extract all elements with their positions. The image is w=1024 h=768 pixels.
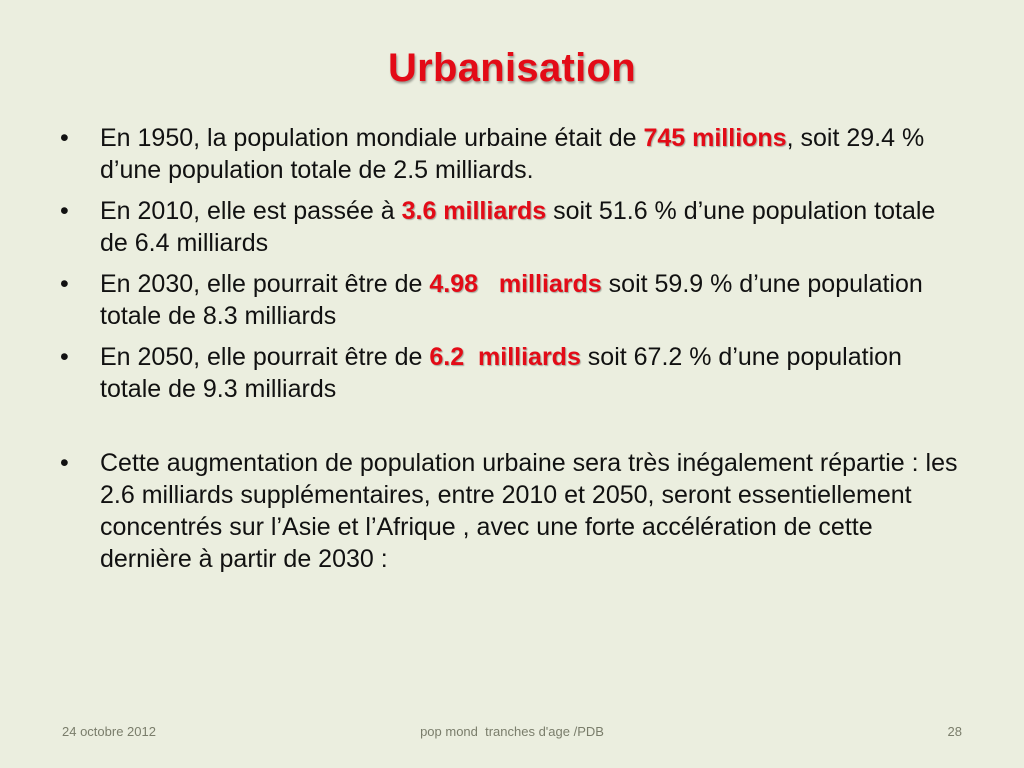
bullet-item-2030 — [60, 268, 970, 332]
bullet-item-1950 — [60, 122, 970, 186]
highlight-value: 4.98 milliards — [429, 270, 602, 298]
bullet-text: Cette augmentation de population urbaine sera très inégalement répartie : les 2.6 milliards supplémentaires, entre 2010 et 2050, seront essentiellement concentrés sur l’Asie et l’Afrique , avec une forte accélération de cette dernière à partir de 2030 : — [100, 449, 958, 573]
bullet-text: soit 67.2 % d’une population totale de 9.3 milliards — [100, 343, 902, 403]
bullet-icon: • — [60, 449, 69, 477]
bullet-icon: • — [60, 197, 69, 225]
highlight-value: 3.6 milliards — [401, 197, 547, 225]
bullet-text: En 2010, elle est passée à — [100, 197, 402, 225]
slide-title: Urbanisation — [387, 46, 637, 90]
bullet-text: En 2030, elle pourrait être de — [100, 270, 430, 298]
footer-center-text: pop mond tranches d'age /PDB — [420, 724, 604, 739]
bullet-text: soit 51.6 % d’une population totale de 6.4 milliards — [100, 197, 936, 257]
bullet-item-2010 — [60, 195, 970, 259]
highlight-value: 745 millions — [643, 124, 787, 152]
bullet-item-conclusion — [60, 447, 970, 575]
bullet-list — [60, 122, 970, 584]
bullet-text: En 2050, elle pourrait être de — [100, 343, 430, 371]
bullet-item-2050 — [60, 341, 970, 405]
bullet-text: , soit 29.4 % d’une population totale de 2.5 milliards. — [100, 124, 925, 184]
highlight-value: 6.2 milliards — [429, 343, 581, 371]
bullet-icon: • — [60, 270, 69, 298]
footer-date: 24 octobre 2012 — [62, 724, 156, 739]
bullet-icon: • — [60, 343, 69, 371]
bullet-text: soit 59.9 % d’une population totale de 8.3 milliards — [100, 270, 923, 330]
bullet-text: En 1950, la population mondiale urbaine était de — [100, 124, 644, 152]
bullet-icon: • — [60, 124, 69, 152]
footer-page-number: 28 — [947, 724, 962, 739]
